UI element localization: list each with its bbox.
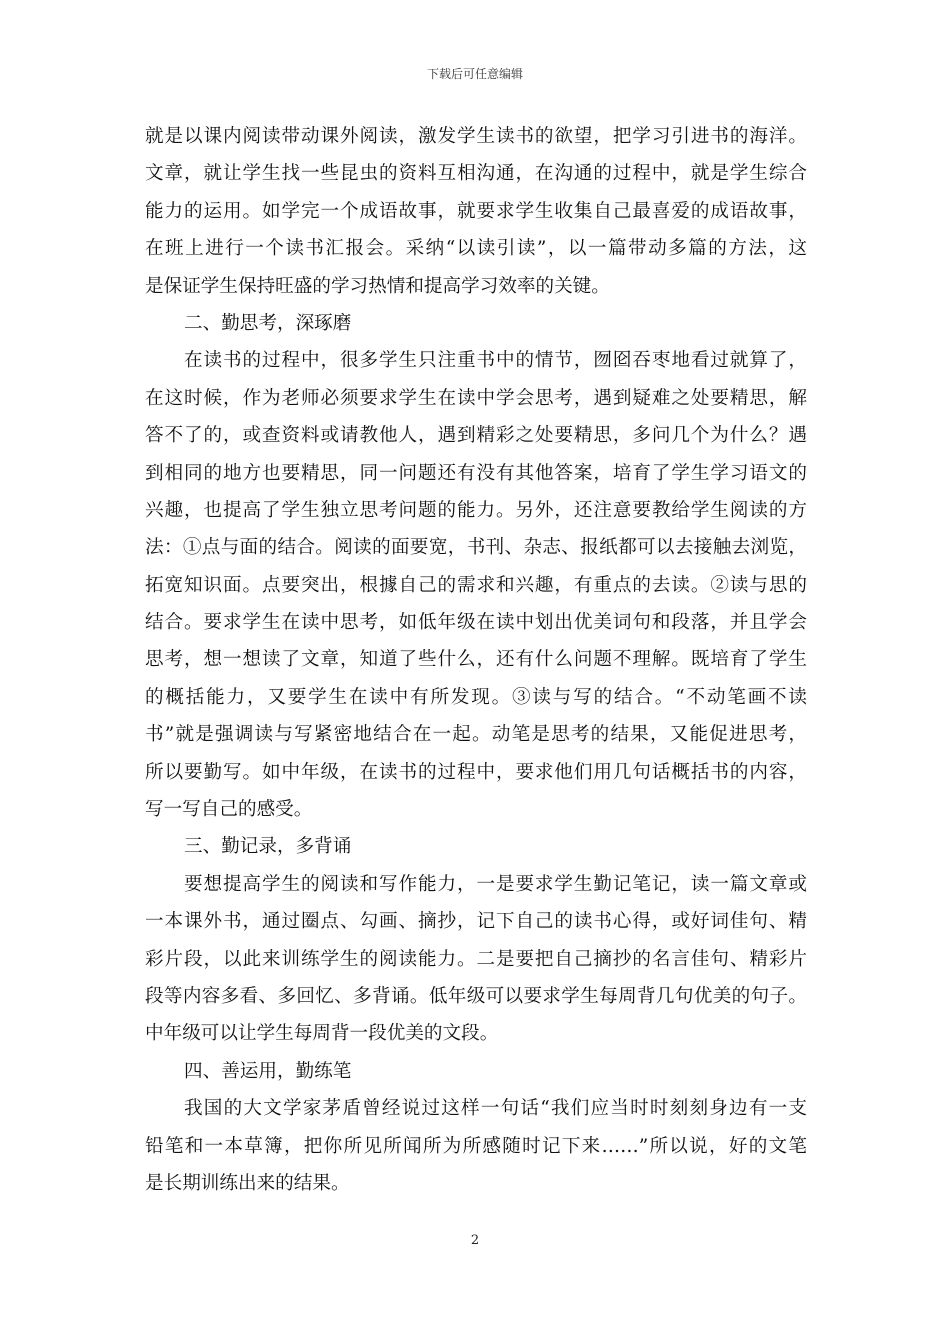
text-line: 四、善运用，勤练笔: [184, 1060, 352, 1082]
text-line: 结合。要求学生在读中思考，如低年级在读中划出优美词句和段落，并且学会: [145, 612, 807, 634]
text-line: 我国的大文学家茅盾曾经说过这样一句话“我们应当时时刻刻身边有一支: [184, 1098, 807, 1120]
text-line: 就是以课内阅读带动课外阅读，激发学生读书的欲望，把学习引进书的海洋。: [145, 126, 807, 147]
text-line: 思考，想一想读了文章，知道了些什么，还有什么问题不理解。既培育了学生: [145, 649, 807, 671]
text-line: 书”就是强调读与写紧密地结合在一起。动笔是思考的结果，又能促进思考，: [145, 724, 807, 746]
text-line: 彩片段，以此来训练学生的阅读能力。二是要把自己摘抄的名言佳句、精彩片: [145, 948, 807, 970]
text-line: 三、勤记录，多背诵: [184, 836, 352, 858]
document-body: [145, 118, 807, 1202]
text-line: 所以要勤写。如中年级，在读书的过程中，要求他们用几句话概括书的内容，: [145, 761, 807, 783]
text-line: 要想提高学生的阅读和写作能力，一是要求学生勤记笔记，读一篇文章或: [184, 873, 807, 895]
text-line: 一本课外书，通过圈点、勾画、摘抄，记下自己的读书心得，或好词佳句、精: [145, 911, 807, 933]
text-line: 文章，就让学生找一些昆虫的资料互相沟通，在沟通的过程中，就是学生综合: [145, 163, 807, 185]
text-line: 是保证学生保持旺盛的学习热情和提高学习效率的关键。: [145, 275, 610, 297]
text-line: 是长期训练出来的结果。: [145, 1172, 350, 1194]
text-line: 写一写自己的感受。: [145, 799, 313, 821]
text-line: 在这时候，作为老师必须要求学生在读中学会思考，遇到疑难之处要精思，解: [145, 387, 807, 409]
text-line: 法：①点与面的结合。阅读的面要宽，书刊、杂志、报纸都可以去接触去浏览，: [145, 537, 807, 559]
text-line: 在班上进行一个读书汇报会。采纳“以读引读”，以一篇带动多篇的方法，这: [145, 238, 807, 260]
text-line: 拓宽知识面。点要突出，根據自己的需求和兴趣，有重点的去读。②读与思的: [145, 574, 807, 596]
text-line: 能力的运用。如学完一个成语故事，就要求学生收集自己最喜爱的成语故事，: [145, 200, 807, 222]
text-line: 在读书的过程中，很多学生只注重书中的情节，囫囵吞枣地看过就算了，: [184, 350, 807, 372]
text-line: 段等内容多看、多回忆、多背诵。低年级可以要求学生每周背几句优美的句子。: [145, 985, 807, 1007]
text-line: 铅笔和一本草簿，把你所见所闻所为所感随时记下来……”所以说，好的文笔: [145, 1135, 807, 1157]
text-line: 兴趣，也提高了学生独立思考问题的能力。另外，还注意要教给学生阅读的方: [145, 499, 807, 521]
text-line: 到相同的地方也要精思，同一问题还有没有其他答案，培育了学生学习语文的: [145, 462, 807, 484]
text-line: 中年级可以让学生每周背一段优美的文段。: [145, 1023, 499, 1045]
text-line: 的概括能力，又要学生在读中有所发现。③读与写的结合。“不动笔画不读: [145, 686, 807, 708]
page-number: 2: [470, 1233, 480, 1248]
text-line: 答不了的，或查资料或请教他人，遇到精彩之处要精思，多问几个为什么？遇: [145, 425, 807, 447]
page-header: 下载后可任意编辑: [426, 67, 523, 81]
text-line: 二、勤思考，深琢磨: [184, 312, 352, 334]
